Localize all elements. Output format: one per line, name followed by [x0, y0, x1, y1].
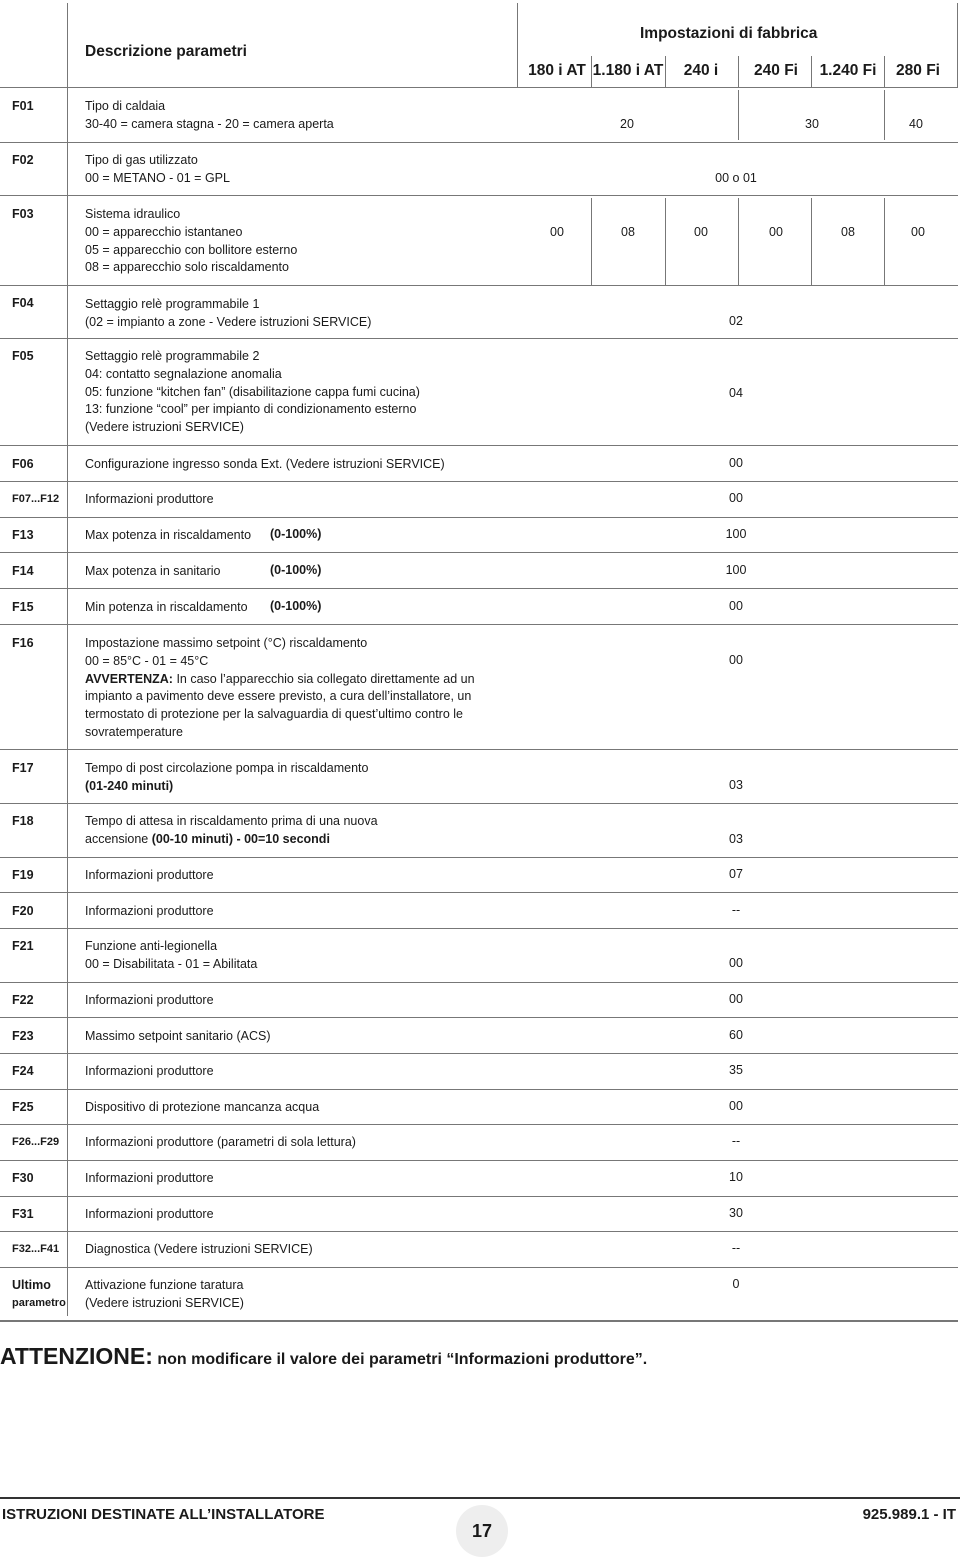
param-code: F04 [12, 296, 34, 310]
param-description: Tempo di attesa in riscaldamento prima di una nuova accensione (00-10 minuti) - 00=10 secondi [85, 814, 378, 846]
param-code: F26...F29 [12, 1136, 60, 1148]
row-separator [0, 1089, 958, 1090]
param-value: -- [731, 1241, 741, 1255]
row-separator [0, 1017, 958, 1018]
param-code: F32...F41 [12, 1243, 60, 1255]
param-code: F06 [12, 457, 34, 471]
param-code: F01 [12, 99, 34, 113]
param-value: 00 o 01 [715, 171, 757, 185]
attention-text: non modificare il valore dei parametri “Informazioni produttore”. [157, 1351, 648, 1368]
table-bottom-line [0, 1320, 958, 1322]
param-description: Configurazione ingresso sonda Ext. (Vedere istruzioni SERVICE) [85, 457, 445, 471]
footer-rule [0, 1497, 960, 1499]
model-label: 280 Fi [896, 62, 940, 79]
param-description: Impostazione massimo setpoint (°C) riscaldamento 00 = 85°C - 01 = 45°C AVVERTENZA: In caso l’apparecchio sia collegato direttamente ad un impianto a pavimento deve essere previsto, a cura dell’installatore, un termostato di protezione per la salvaguardia di quest’ultimo contro le sovratemperature [85, 636, 475, 739]
footer-doc-code: 925.989.1 - IT [862, 1506, 956, 1523]
param-code: F21 [12, 939, 34, 953]
param-value: 20 [620, 117, 634, 131]
row-separator [0, 1053, 958, 1054]
model-divider [811, 56, 812, 87]
model-divider [884, 56, 885, 87]
model-divider [738, 56, 739, 87]
row-separator [0, 749, 958, 750]
param-value: 60 [729, 1028, 743, 1042]
model-divider [665, 56, 666, 87]
param-description: Informazioni produttore [85, 1207, 214, 1221]
f01-value-divider [738, 90, 739, 140]
param-description: Tempo di post circolazione pompa in riscaldamento (01-240 minuti) [85, 761, 369, 793]
row-separator [0, 1160, 958, 1161]
param-value: 100 [725, 563, 747, 577]
param-value: 03 [729, 778, 743, 792]
param-value: 00 [694, 225, 708, 239]
param-description: Informazioni produttore [85, 1171, 214, 1185]
param-value: 00 [911, 225, 925, 239]
param-description: Tipo di caldaia 30-40 = camera stagna - 20 = camera aperta [85, 99, 334, 131]
model-label: 240 i [683, 62, 719, 79]
row-separator [0, 928, 958, 929]
param-description: Funzione anti-legionella 00 = Disabilitata - 01 = Abilitata [85, 939, 258, 971]
model-label: 180 i AT [528, 62, 586, 79]
row-separator [0, 195, 958, 196]
col-divider-values [517, 3, 518, 87]
row-separator [0, 445, 958, 446]
param-description: Max potenza in sanitario [85, 564, 221, 578]
param-value: 10 [729, 1170, 743, 1184]
param-code: F23 [12, 1029, 34, 1043]
param-code: F03 [12, 207, 34, 221]
param-value: 30 [805, 117, 819, 131]
param-value: 00 [729, 599, 743, 613]
param-value: 00 [729, 456, 743, 470]
param-description: Diagnostica (Vedere istruzioni SERVICE) [85, 1242, 313, 1256]
param-code: F24 [12, 1064, 34, 1078]
param-value: 04 [729, 386, 743, 400]
param-range: (0-100%) [270, 563, 322, 577]
param-range: (0-100%) [270, 599, 322, 613]
param-code: F22 [12, 993, 34, 1007]
param-value: 40 [909, 117, 923, 131]
param-description: Dispositivo di protezione mancanza acqua [85, 1100, 320, 1114]
param-value: 0 [732, 1277, 740, 1291]
f03-value-divider [738, 198, 739, 286]
param-value: 00 [729, 653, 743, 667]
param-value: 02 [729, 314, 743, 328]
row-separator [0, 517, 958, 518]
row-separator [0, 552, 958, 553]
param-code-sub: parametro [12, 1297, 66, 1309]
param-description: Massimo setpoint sanitario (ACS) [85, 1029, 271, 1043]
param-code: F19 [12, 868, 34, 882]
param-code: F05 [12, 349, 34, 363]
row-separator [0, 1196, 958, 1197]
param-description: Informazioni produttore (parametri di sola lettura) [85, 1135, 356, 1149]
param-code: F25 [12, 1100, 34, 1114]
param-range: (0-100%) [270, 527, 322, 541]
row-separator [0, 588, 958, 589]
model-label: 240 Fi [754, 62, 798, 79]
param-description: Settaggio relè programmabile 1 (02 = impianto a zone - Vedere istruzioni SERVICE) [85, 297, 372, 329]
row-separator [0, 982, 958, 983]
row-separator [0, 285, 958, 286]
param-code: F31 [12, 1207, 34, 1221]
param-description: Tipo di gas utilizzato 00 = METANO - 01 = GPL [85, 153, 230, 185]
param-description: Sistema idraulico 00 = apparecchio istantaneo 05 = apparecchio con bollitore esterno 08 = apparecchio solo riscaldamento [85, 207, 298, 275]
param-code: F30 [12, 1171, 34, 1185]
row-separator [0, 142, 958, 143]
param-value: 100 [725, 527, 747, 541]
param-value: -- [731, 903, 741, 917]
table-right-border [957, 3, 958, 87]
page-number: 17 [456, 1505, 508, 1557]
param-code: F13 [12, 528, 34, 542]
row-separator [0, 857, 958, 858]
row-separator [0, 624, 958, 625]
param-code: F14 [12, 564, 34, 578]
f01-value-divider [884, 90, 885, 140]
attention-label: ATTENZIONE: [0, 1343, 153, 1369]
param-description: Informazioni produttore [85, 904, 214, 918]
param-value: 08 [621, 225, 635, 239]
param-value: 08 [841, 225, 855, 239]
f03-value-divider [884, 198, 885, 286]
param-code: F02 [12, 153, 34, 167]
footer-left-text: ISTRUZIONI DESTINATE ALL’INSTALLATORE [2, 1506, 325, 1523]
param-code: F16 [12, 636, 34, 650]
param-code: F17 [12, 761, 34, 775]
param-value: 00 [729, 1099, 743, 1113]
param-code: F07...F12 [12, 493, 60, 505]
model-label: 1.240 Fi [819, 62, 877, 79]
row-separator [0, 1231, 958, 1232]
param-code: F18 [12, 814, 34, 828]
param-value: -- [731, 1134, 741, 1148]
row-separator [0, 803, 958, 804]
row-separator [0, 338, 958, 339]
f03-value-divider [591, 198, 592, 286]
param-description: Informazioni produttore [85, 868, 214, 882]
param-value: 03 [729, 832, 743, 846]
row-separator [0, 1124, 958, 1125]
row-separator [0, 481, 958, 482]
param-description: Settaggio relè programmabile 2 04: contatto segnalazione anomalia 05: funzione “kitchen fan” (disabilitazione cappa fumi cucina) 13: funzione “cool” per impianto di condizionamento esterno (Vedere istruzioni SERVICE) [85, 349, 420, 435]
param-code: F20 [12, 904, 34, 918]
param-value: 00 [769, 225, 783, 239]
param-description: Informazioni produttore [85, 993, 214, 1007]
f03-value-divider [665, 198, 666, 286]
param-value: 00 [550, 225, 564, 239]
row-separator [0, 892, 958, 893]
header-bottom-line [0, 87, 958, 88]
factory-settings-header: Impostazioni di fabbrica [640, 25, 818, 42]
param-description: Informazioni produttore [85, 1064, 214, 1078]
param-description: Informazioni produttore [85, 492, 214, 506]
param-value: 00 [729, 956, 743, 970]
description-header: Descrizione parametri [85, 43, 247, 60]
param-value: 30 [729, 1206, 743, 1220]
param-code: F15 [12, 600, 34, 614]
param-value: 00 [729, 992, 743, 1006]
row-separator [0, 1267, 958, 1268]
param-value: 35 [729, 1063, 743, 1077]
f03-value-divider [811, 198, 812, 286]
attention-note [0, 1343, 647, 1370]
param-description: Min potenza in riscaldamento [85, 600, 248, 614]
param-description: Attivazione funzione taratura (Vedere istruzioni SERVICE) [85, 1278, 244, 1310]
param-code: Ultimo [12, 1278, 51, 1292]
model-label: 1.180 i AT [592, 62, 664, 79]
param-value: 00 [729, 491, 743, 505]
col-divider-code [67, 3, 68, 1316]
param-value: 07 [729, 867, 743, 881]
param-description: Max potenza in riscaldamento [85, 528, 252, 542]
